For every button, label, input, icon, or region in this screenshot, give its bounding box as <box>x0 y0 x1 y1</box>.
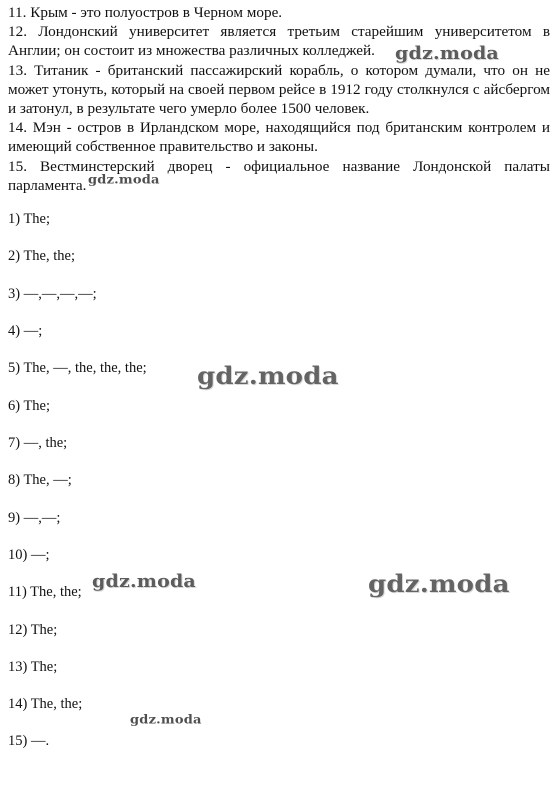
watermark: gdz.moda <box>395 43 499 64</box>
answer-item: 1) The; <box>8 211 51 227</box>
answer-item: 6) The; <box>8 398 51 414</box>
answer-item: 14) The, the; <box>8 696 83 712</box>
answer-item: 5) The, —, the, the, the; <box>8 360 147 376</box>
answer-item: 7) —, the; <box>8 435 68 451</box>
answer-item: 3) —,—,—,—; <box>8 286 97 302</box>
note-item: 11. Крым - это полуостров в Черном море. <box>8 4 283 21</box>
answer-item: 15) —. <box>8 733 50 749</box>
answer-item: 13) The; <box>8 659 58 675</box>
note-item: 14. Мэн - остров в Ирландском море, находящийся под британским контролем и имеющий собственное правительство и законы. <box>8 119 550 156</box>
answer-item: 2) The, the; <box>8 248 75 264</box>
watermark: gdz.moda <box>197 362 339 391</box>
answer-item: 10) —; <box>8 547 50 563</box>
watermark: gdz.moda <box>130 713 202 728</box>
note-item: 13. Титаник - британский пассажирский корабль, о котором думали, что он не может утонуть, который на своей первом рейсе в 1912 году столкнулся с айсбергом и затонул, в результате чего умерло более 1500 человек. <box>8 61 550 118</box>
notes-section <box>8 3 550 195</box>
watermark: gdz.moda <box>368 570 510 599</box>
note-item: 12. Лондонский университет является третьим старейшим университетом в Англии; он состоит из множества различных колледжей. <box>8 23 550 60</box>
answer-item: 4) —; <box>8 323 43 339</box>
answer-item: 8) The, —; <box>8 472 72 488</box>
answer-item: 12) The; <box>8 622 58 638</box>
answer-item: 11) The, the; <box>8 584 82 600</box>
watermark: gdz.moda <box>92 571 196 592</box>
answer-item: 9) —,—; <box>8 510 61 526</box>
note-item: 15. Вестминстерский дворец - официальное название Лондонской палаты парламента. <box>8 157 550 194</box>
watermark: gdz.moda <box>88 173 160 188</box>
